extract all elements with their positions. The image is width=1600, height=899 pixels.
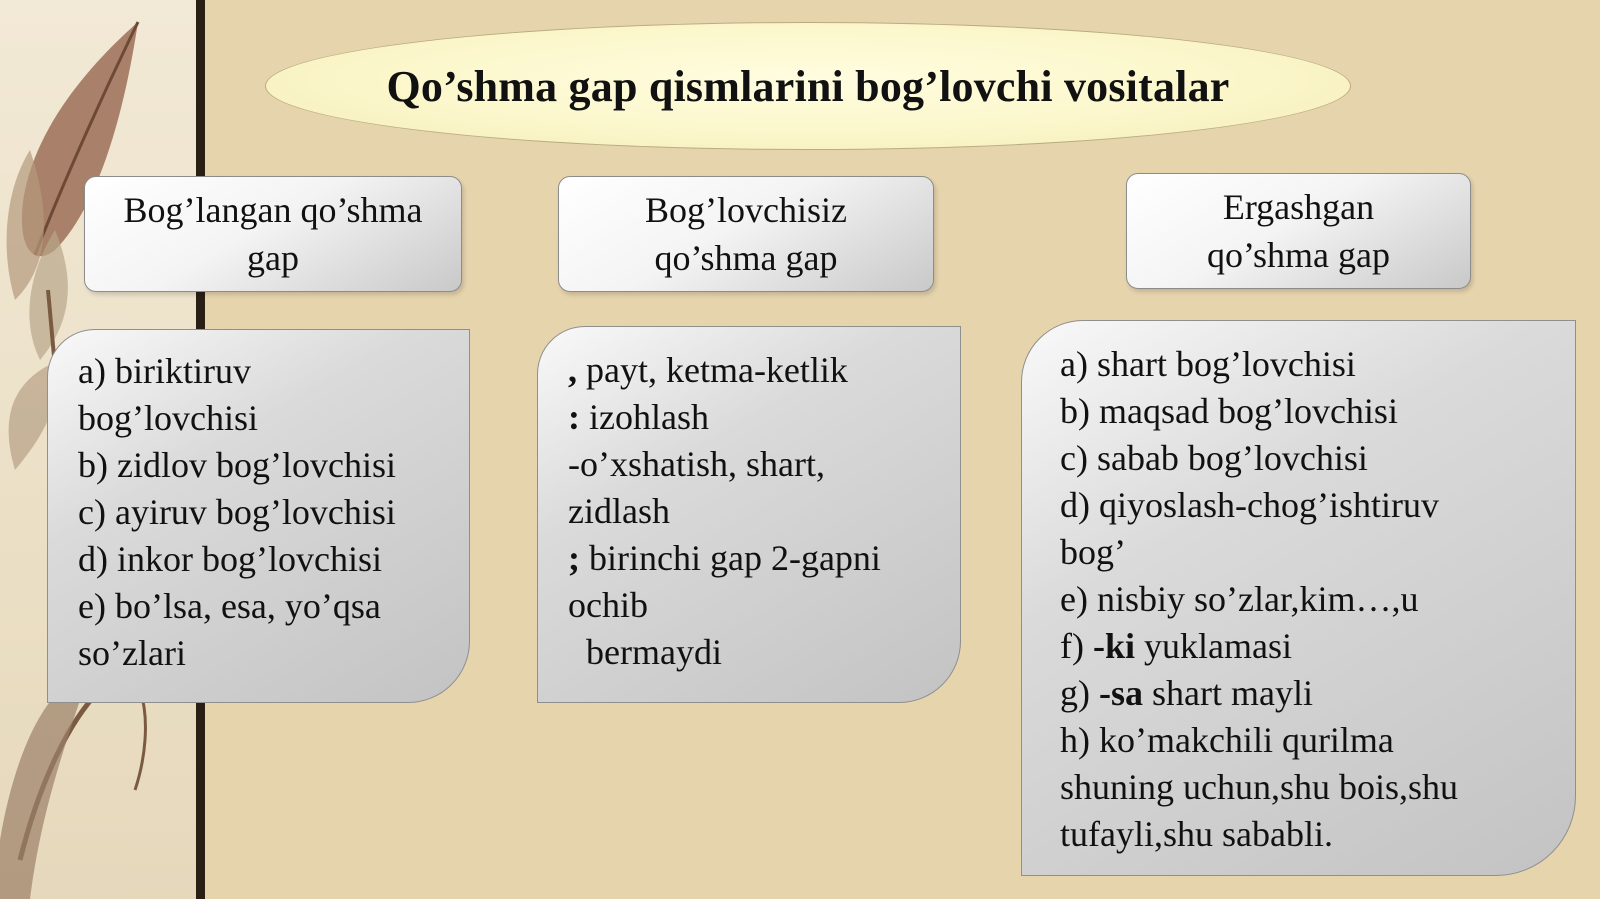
list-item: , payt, ketma-ketlik bbox=[568, 350, 848, 390]
list-boglovchisiz bbox=[537, 326, 961, 703]
header-boglovchisiz bbox=[558, 176, 934, 292]
list-item: -o’xshatish, shart, bbox=[568, 444, 825, 484]
list-boglangan bbox=[47, 329, 470, 703]
semicolon-mark: ; bbox=[568, 538, 580, 578]
list-item: e) bo’lsa, esa, yo’qsa bbox=[78, 586, 381, 626]
list-item: tufayli,shu sababli. bbox=[1060, 814, 1333, 854]
header-boglovchisiz-text: Bog’lovchisiz qo’shma gap bbox=[645, 190, 847, 278]
list-ergashgan bbox=[1021, 320, 1576, 876]
list-item: f) -ki yuklamasi bbox=[1060, 626, 1292, 666]
list-item: ochib bbox=[568, 585, 648, 625]
comma-mark: , bbox=[568, 350, 577, 390]
list-item: e) nisbiy so’zlar,kim…,u bbox=[1060, 579, 1419, 619]
list-item: d) qiyoslash-chog’ishtiruv bbox=[1060, 485, 1439, 525]
list-item: so’zlari bbox=[78, 633, 186, 673]
title-banner bbox=[265, 22, 1351, 150]
list-item: bermaydi bbox=[568, 632, 722, 672]
list-item: bog’lovchisi bbox=[78, 398, 258, 438]
list-item: bog’ bbox=[1060, 532, 1126, 572]
header-ergashgan-text: Ergashgan qo’shma gap bbox=[1207, 187, 1390, 275]
list-item: g) -sa shart mayli bbox=[1060, 673, 1313, 713]
page-title: Qo’shma gap qismlarini bog’lovchi vositalar bbox=[386, 61, 1230, 111]
list-item: a) biriktiruv bbox=[78, 351, 251, 391]
colon-mark: : bbox=[568, 397, 580, 437]
header-ergashgan bbox=[1126, 173, 1471, 289]
header-boglangan bbox=[84, 176, 462, 292]
list-item: a) shart bog’lovchisi bbox=[1060, 344, 1356, 384]
list-item: zidlash bbox=[568, 491, 670, 531]
header-boglangan-text: Bog’langan qo’shma gap bbox=[123, 190, 423, 278]
list-item: : izohlash bbox=[568, 397, 709, 437]
list-item: h) ko’makchili qurilma bbox=[1060, 720, 1394, 760]
list-item: b) maqsad bog’lovchisi bbox=[1060, 391, 1398, 431]
list-item: ; birinchi gap 2-gapni bbox=[568, 538, 881, 578]
list-item: c) sabab bog’lovchisi bbox=[1060, 438, 1368, 478]
list-item: c) ayiruv bog’lovchisi bbox=[78, 492, 396, 532]
list-item: b) zidlov bog’lovchisi bbox=[78, 445, 396, 485]
list-item: shuning uchun,shu bois,shu bbox=[1060, 767, 1459, 807]
list-item: d) inkor bog’lovchisi bbox=[78, 539, 382, 579]
